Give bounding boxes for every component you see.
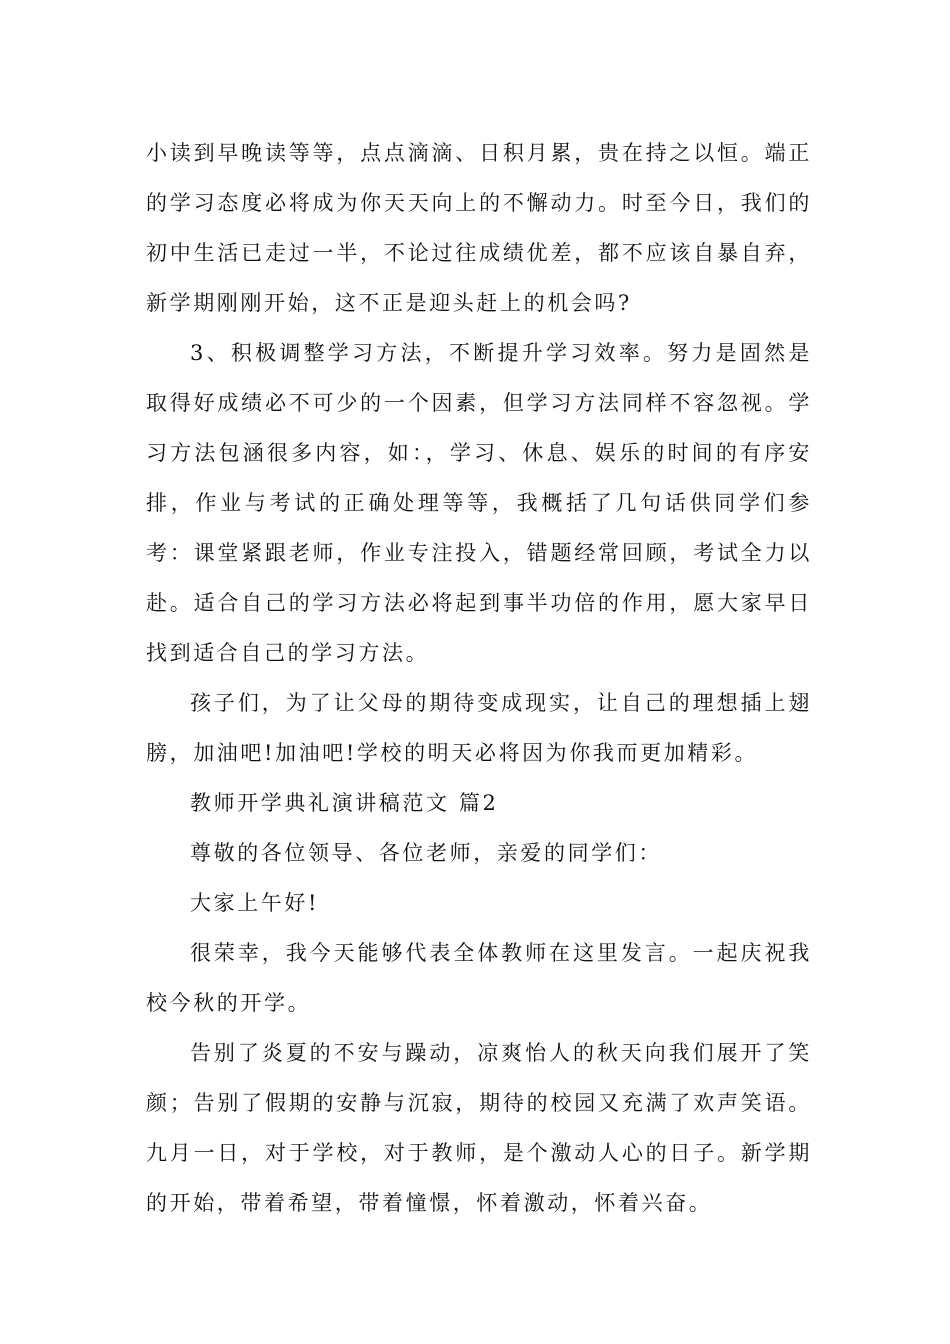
paragraph-farewell-summer: 告别了炎夏的不安与躁动，凉爽怡人的秋天向我们展开了笑颜；告别了假期的安静与沉寂，期待的校园又充满了欢声笑语。九月一日，对于学校，对于教师，是个激动人心的日子。新学期的开始，带着希望，带着憧憬，怀着激动，怀着兴奋。: [146, 1041, 812, 1215]
paragraph-honor: 很荣幸，我今天能够代表全体教师在这里发言。一起庆祝我校今秋的开学。: [146, 941, 812, 1015]
document-body: [146, 128, 812, 1228]
paragraph-continuation: 小读到早晚读等等，点点滴滴、日积月累，贵在持之以恒。端正的学习态度必将成为你天天向上的不懈动力。时至今日，我们的初中生活已走过一半，不论过往成绩优差，都不应该自暴自弃，新学期刚刚开始，这不正是迎头赶上的机会吗?: [146, 141, 812, 315]
section-heading: 教师开学典礼演讲稿范文 篇2: [190, 791, 499, 815]
paragraph-study-method: 3、积极调整学习方法，不断提升学习效率。努力是固然是取得好成绩必不可少的一个因素，但学习方法同样不容忽视。学习方法包涵很多内容，如：，学习、休息、娱乐的时间的有序安排，作业与考试的正确处理等等，我概括了几句话供同学们参考：课堂紧跟老师，作业专注投入，错题经常回顾，考试全力以赴。适合自己的学习方法必将起到事半功倍的作用，愿大家早日找到适合自己的学习方法。: [146, 341, 812, 665]
paragraph-encouragement: 孩子们，为了让父母的期待变成现实，让自己的理想插上翅膀，加油吧!加油吧!学校的明天必将因为你我而更加精彩。: [146, 691, 812, 765]
salutation: 尊敬的各位领导、各位老师，亲爱的同学们：: [190, 841, 662, 865]
greeting: 大家上午好!: [190, 891, 320, 915]
